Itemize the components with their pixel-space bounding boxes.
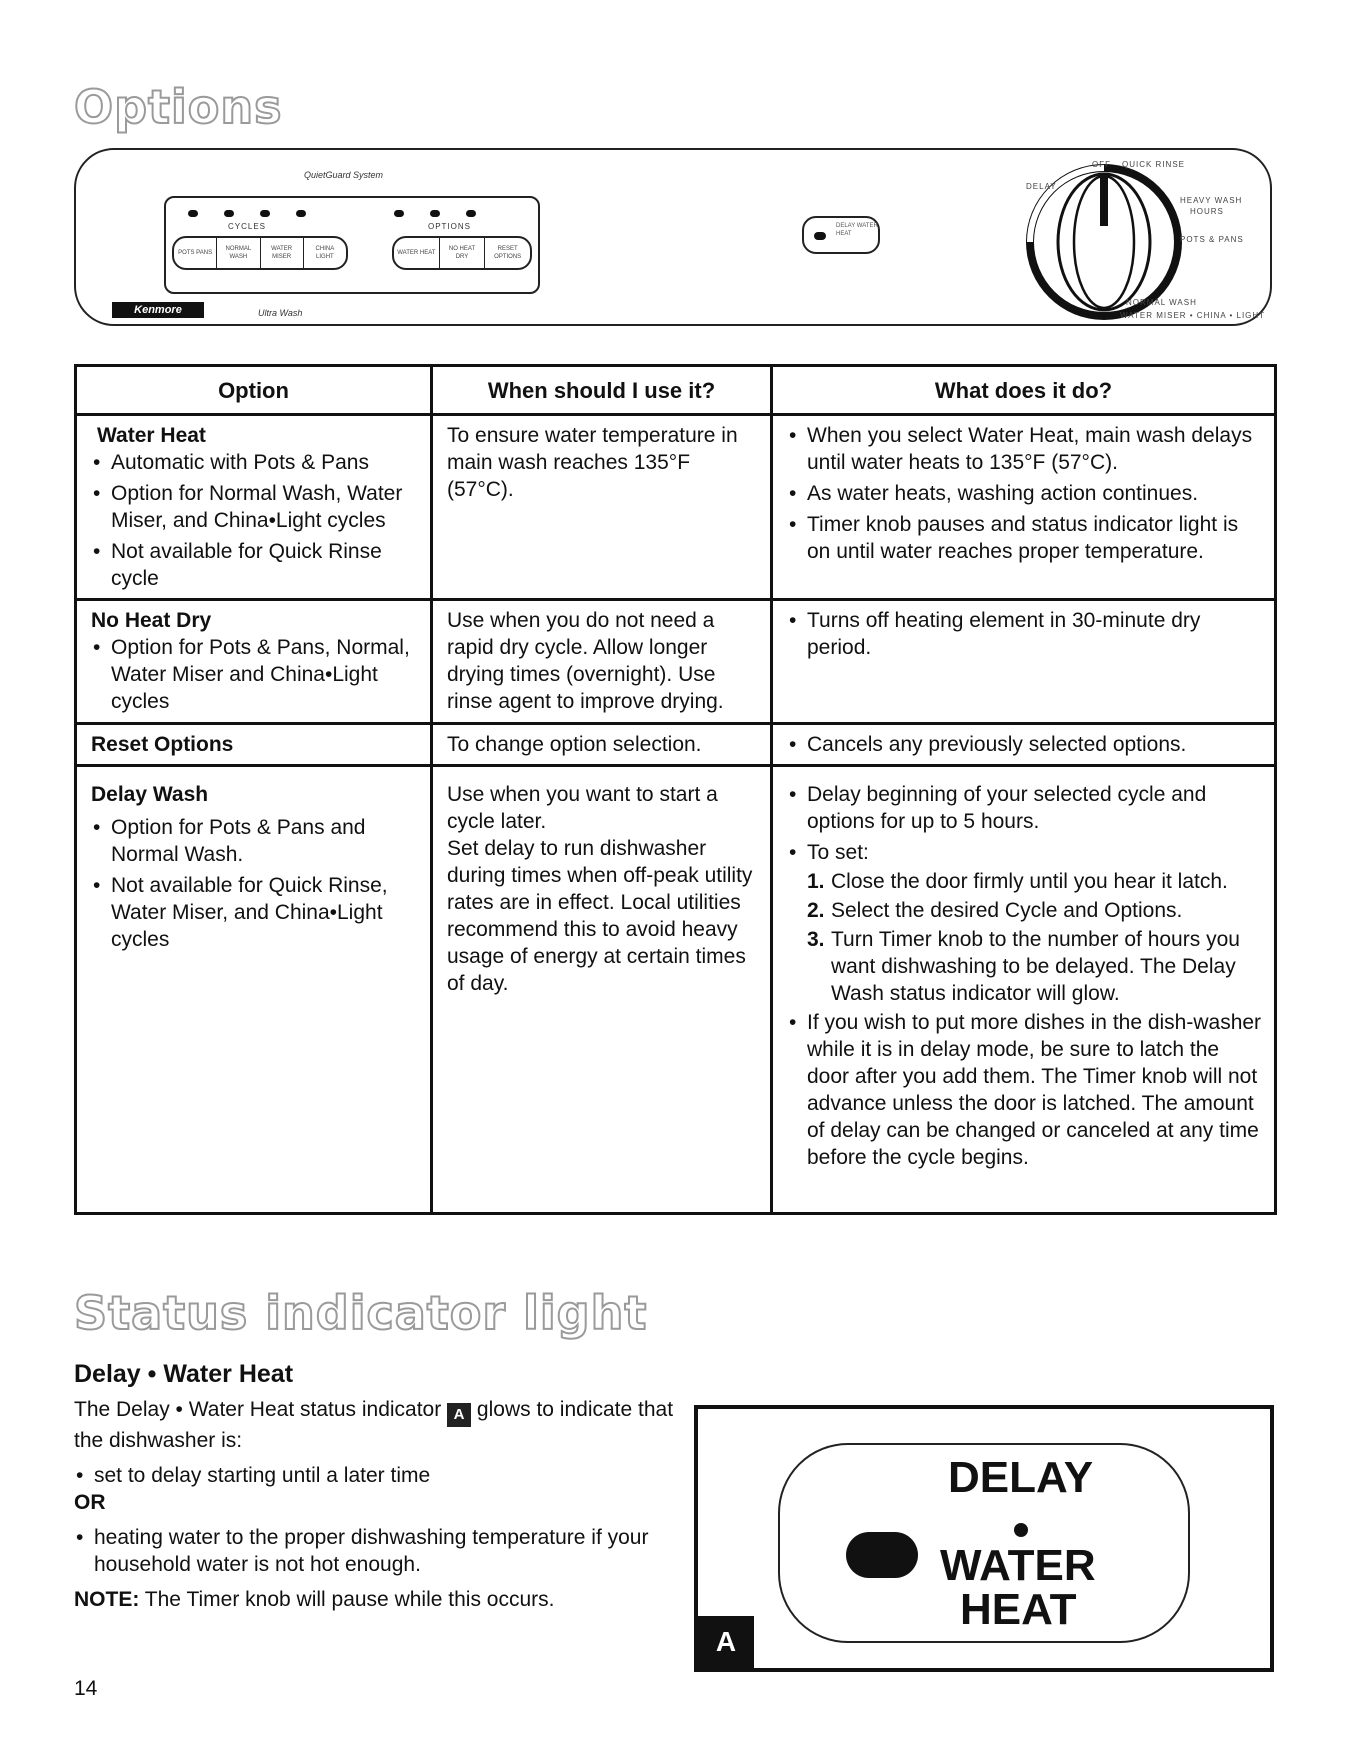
list-item: • Timer knob pauses and status indicator light is on until water reaches proper temperature. <box>787 511 1262 565</box>
status-indicator-heading: Status indicator light <box>74 1286 648 1340</box>
step-item <box>807 926 1262 1007</box>
what-cell <box>772 600 1276 724</box>
note <box>74 1586 674 1613</box>
what-list <box>787 731 1262 758</box>
step-text: Close the door firmly until you hear it latch. <box>831 870 1228 893</box>
cycle-indicator-dots <box>188 210 306 217</box>
option-name: Water Heat <box>97 424 206 447</box>
options-heading: Options <box>74 80 283 134</box>
indicator-dot <box>466 210 476 217</box>
list-item: • As water heats, washing action continues. <box>787 480 1262 507</box>
list-item: • heating water to the proper dishwashing temperature if your household water is not hot enough. <box>74 1524 674 1578</box>
when-cell <box>432 766 772 1214</box>
knob-label-heavy-wash: HEAVY WASH <box>1180 196 1243 205</box>
indicator-dot <box>260 210 270 217</box>
status-intro <box>74 1396 674 1454</box>
option-name: Delay Wash <box>91 783 209 806</box>
step-item <box>807 868 1262 895</box>
or-label: OR <box>74 1491 106 1514</box>
page-number: 14 <box>74 1677 98 1700</box>
step-item <box>807 897 1262 924</box>
intro-text: The Delay • Water Heat status indicator <box>74 1398 442 1421</box>
column-header: Option <box>76 366 432 415</box>
intro-text-2: glows to indicate that the dishwasher is: <box>74 1398 674 1452</box>
option-name: No Heat Dry <box>91 609 212 632</box>
option-buttons <box>392 236 532 270</box>
series-label: Ultra Wash <box>258 308 303 318</box>
knob-label-lower: WATER MISER • CHINA • LIGHT <box>1120 311 1266 320</box>
step-text: Turn Timer knob to the number of hours you want dishwashing to be delayed. The Delay Wash status indicator will glow. <box>831 928 1240 1005</box>
knob-label-pots-pans: POTS & PANS <box>1180 235 1244 244</box>
when-text: Use when you do not need a rapid dry cycle. Allow longer drying times (overnight). Use rinse agent to improve drying. <box>447 609 724 713</box>
delay-label-small: DELAY WATER HEAT <box>836 223 878 237</box>
options-table <box>74 364 1277 1215</box>
list-item: • If you wish to put more dishes in the dish-washer while it is in delay mode, be sure to latch the door after you add them. The Timer knob will not advance unless the door is latched. The amount of delay can be changed or canceled at any time before the cycle begins. <box>787 1009 1262 1171</box>
table-row <box>76 724 1276 766</box>
option-notes <box>91 449 418 592</box>
column-header: What does it do? <box>772 366 1276 415</box>
delay-indicator-small <box>802 216 880 254</box>
status-bullets <box>74 1462 674 1489</box>
list-item: • Option for Pots & Pans and Normal Wash. <box>91 814 418 868</box>
what-list <box>787 422 1262 565</box>
list-item: • Cancels any previously selected options. <box>787 731 1262 758</box>
option-cell <box>76 766 432 1214</box>
what-cell <box>772 415 1276 600</box>
button-group <box>164 196 540 294</box>
step-number: 1. <box>807 870 825 893</box>
step-number: 3. <box>807 928 825 951</box>
step-text: Select the desired Cycle and Options. <box>831 899 1183 922</box>
indicator-light-icon <box>814 232 826 240</box>
kenmore-logo: Kenmore <box>112 302 204 318</box>
callout-a-label: A <box>698 1616 754 1668</box>
indicator-light-icon <box>846 1532 918 1578</box>
status-indicator-illustration <box>694 1405 1274 1672</box>
knob-label-delay: DELAY <box>1026 182 1057 191</box>
what-cell <box>772 724 1276 766</box>
option-notes <box>91 634 418 715</box>
delay-text: DELAY <box>948 1453 1094 1502</box>
indicator-dot <box>430 210 440 217</box>
when-text: To change option selection. <box>447 733 702 756</box>
what-list-2 <box>787 1009 1262 1171</box>
cycle-buttons <box>172 236 348 270</box>
what-list <box>787 781 1262 866</box>
note-label: NOTE: <box>74 1588 140 1611</box>
option-indicator-dots <box>394 210 476 217</box>
when-cell <box>432 600 772 724</box>
note-text: The Timer knob will pause while this occurs. <box>144 1588 555 1611</box>
list-item: • set to delay starting until a later time <box>74 1462 674 1489</box>
what-cell <box>772 766 1276 1214</box>
when-cell <box>432 415 772 600</box>
heat-text: HEAT <box>960 1585 1077 1634</box>
cycle-button: NORMAL WASH <box>217 238 260 268</box>
list-item: • Automatic with Pots & Pans <box>91 449 418 476</box>
list-item: • When you select Water Heat, main wash delays until water heats to 135°F (57°C). <box>787 422 1262 476</box>
column-header: When should I use it? <box>432 366 772 415</box>
knob-label-quick-rinse: QUICK RINSE <box>1122 160 1186 169</box>
indicator-dot <box>224 210 234 217</box>
callout-a-badge: A <box>447 1403 471 1427</box>
option-cell <box>76 415 432 600</box>
table-row <box>76 415 1276 600</box>
list-item: • Turns off heating element in 30-minute dry period. <box>787 607 1262 661</box>
indicator-dot <box>394 210 404 217</box>
option-cell <box>76 600 432 724</box>
list-item: • Not available for Quick Rinse, Water Miser, and China•Light cycles <box>91 872 418 953</box>
list-item: • Delay beginning of your selected cycle and options for up to 5 hours. <box>787 781 1262 835</box>
cycles-label: CYCLES <box>228 222 267 231</box>
cycle-button: CHINA LIGHT <box>315 246 335 260</box>
list-item: • Not available for Quick Rinse cycle <box>91 538 418 592</box>
options-label: OPTIONS <box>428 222 472 231</box>
table-row <box>76 766 1276 1214</box>
when-text: Use when you want to start a cycle later. <box>447 783 718 833</box>
when-text: To ensure water temperature in main wash reaches 135°F (57°C). <box>447 424 738 501</box>
option-notes <box>91 814 418 953</box>
what-list <box>787 607 1262 661</box>
status-description <box>74 1396 674 1613</box>
when-cell <box>432 724 772 766</box>
status-bullets-2 <box>74 1524 674 1578</box>
step-number: 2. <box>807 899 825 922</box>
option-button: NO HEAT DRY <box>440 238 486 268</box>
list-item: • Option for Pots & Pans, Normal, Water Miser and China•Light cycles <box>91 634 418 715</box>
list-item: • To set: <box>787 839 1262 866</box>
bullet-dot <box>1014 1523 1028 1537</box>
table-header-row <box>76 366 1276 415</box>
list-item: • Option for Normal Wash, Water Miser, and China•Light cycles <box>91 480 418 534</box>
when-text-2: Set delay to run dishwasher during times when off-peak utility rates are in effect. Local utilities recommend this to avoid heavy usage of energy at certain times of day. <box>447 837 753 995</box>
setup-steps <box>787 868 1262 1007</box>
option-button: WATER HEAT <box>394 238 440 268</box>
cycle-button: POTS PANS <box>174 238 217 268</box>
knob-label-hours: HOURS <box>1190 207 1224 216</box>
option-name: Reset Options <box>91 733 234 756</box>
knob-label-normal-wash: NORMAL WASH <box>1126 298 1197 307</box>
option-button: RESET OPTIONS <box>494 246 522 260</box>
option-cell <box>76 724 432 766</box>
knob-label-off: OFF <box>1092 160 1111 169</box>
table-row <box>76 600 1276 724</box>
system-label: QuietGuard System <box>304 170 384 180</box>
water-text: WATER <box>940 1541 1096 1590</box>
indicator-dot <box>188 210 198 217</box>
cycle-button: WATER MISER <box>261 238 304 268</box>
delay-water-heat-title: Delay • Water Heat <box>74 1360 294 1388</box>
indicator-dot <box>296 210 306 217</box>
